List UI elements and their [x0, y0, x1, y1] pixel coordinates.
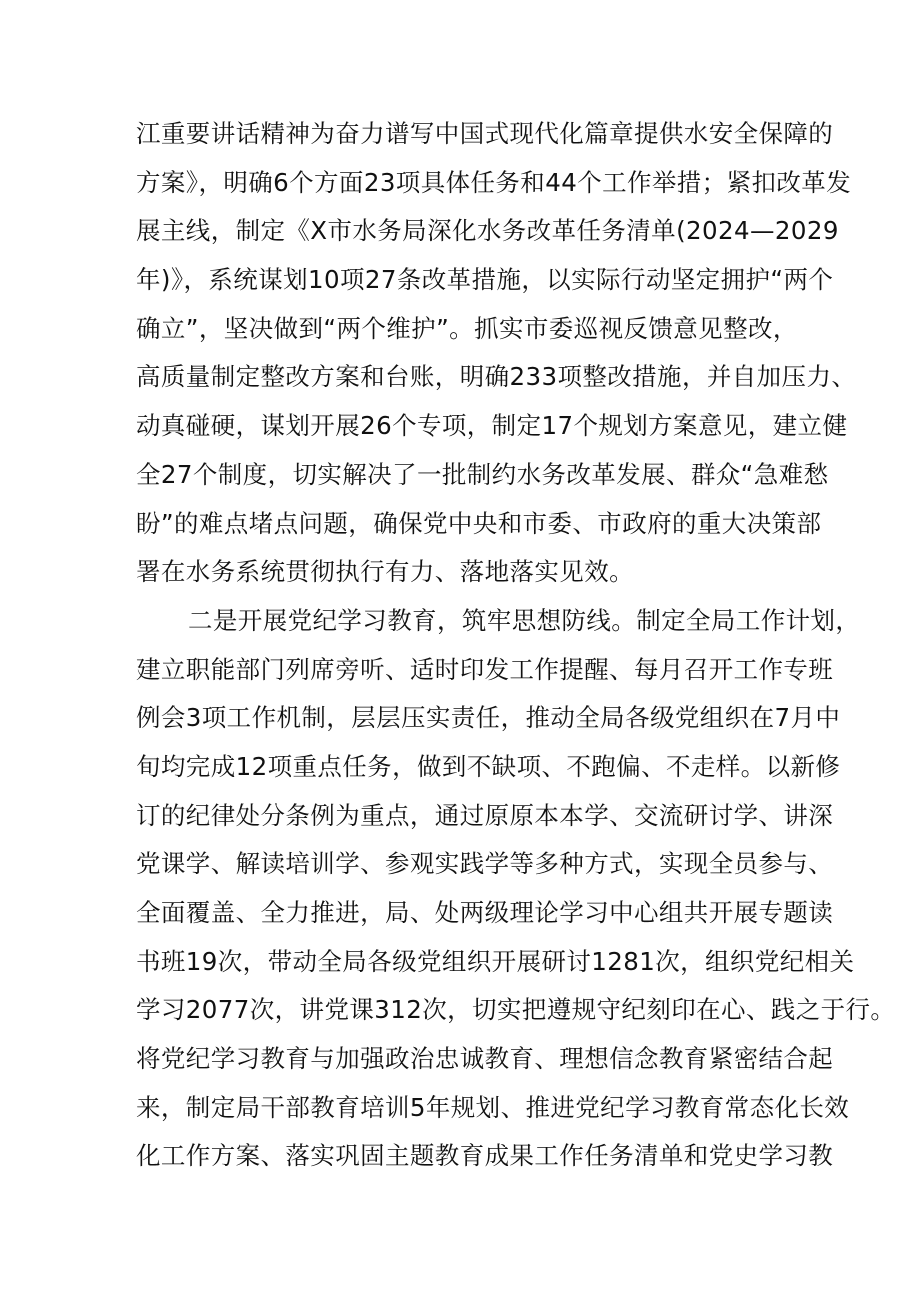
- text-line: 订的纪律处分条例为重点，通过原原本本学、交流研讨学、讲深: [136, 800, 834, 830]
- text-line: 来，制定局干部教育培训5年规划、推进党纪学习教育常态化长效: [136, 1092, 850, 1122]
- text-line: 学习2077次，讲党课312次，切实把遵规守纪刻印在心、践之于行。: [136, 995, 896, 1025]
- text-line: 展主线，制定《X市水务局深化水务改革任务清单(2024—2029: [136, 216, 839, 246]
- text-line: 将党纪学习教育与加强政治忠诚教育、理想信念教育紧密结合起: [136, 1044, 834, 1074]
- text-line: 例会3项工作机制，层层压实责任，推动全局各级党组织在7月中: [136, 703, 841, 733]
- text-line: 旬均完成12项重点任务，做到不缺项、不跑偏、不走样。以新修: [136, 751, 841, 781]
- text-line: 方案》，明确6个方面23项具体任务和44个工作举措；紧扣改革发: [136, 167, 852, 197]
- text-line: 动真碰硬，谋划开展26个专项，制定17个规划方案意见，建立健: [136, 411, 848, 441]
- body-text: [136, 110, 896, 1181]
- text-line: 化工作方案、落实巩固主题教育成果工作任务清单和党史学习教: [136, 1141, 834, 1171]
- text-line: 党课学、解读培训学、参观实践学等多种方式，实现全员参与、: [136, 849, 834, 879]
- text-line: 书班19次，带动全局各级党组织开展研讨1281次，组织党纪相关: [136, 946, 855, 976]
- text-line: 盼”的难点堵点问题，确保党中央和市委、市政府的重大决策部: [136, 508, 822, 538]
- text-line: 确立”，坚决做到“两个维护”。抓实市委巡视反馈意见整改，: [136, 313, 798, 343]
- text-line: 署在水务系统贯彻执行有力、落地落实见效。: [136, 557, 634, 587]
- text-line: 建立职能部门列席旁听、适时印发工作提醒、每月召开工作专班: [136, 654, 834, 684]
- text-line: 高质量制定整改方案和台账，明确233项整改措施，并自加压力、: [136, 362, 857, 392]
- paragraph-start-line: 二是开展党纪学习教育，筑牢思想防线。制定全局工作计划，: [188, 605, 861, 635]
- text-line: 江重要讲话精神为奋力谱写中国式现代化篇章提供水安全保障的: [136, 119, 834, 148]
- text-line: 全面覆盖、全力推进，局、处两级理论学习中心组共开展专题读: [136, 898, 834, 927]
- text-line: 年)》，系统谋划10项27条改革措施，以实际行动坚定拥护“两个: [136, 265, 834, 295]
- text-line: 全27个制度，切实解决了一批制约水务改革发展、群众“急难愁: [136, 459, 829, 489]
